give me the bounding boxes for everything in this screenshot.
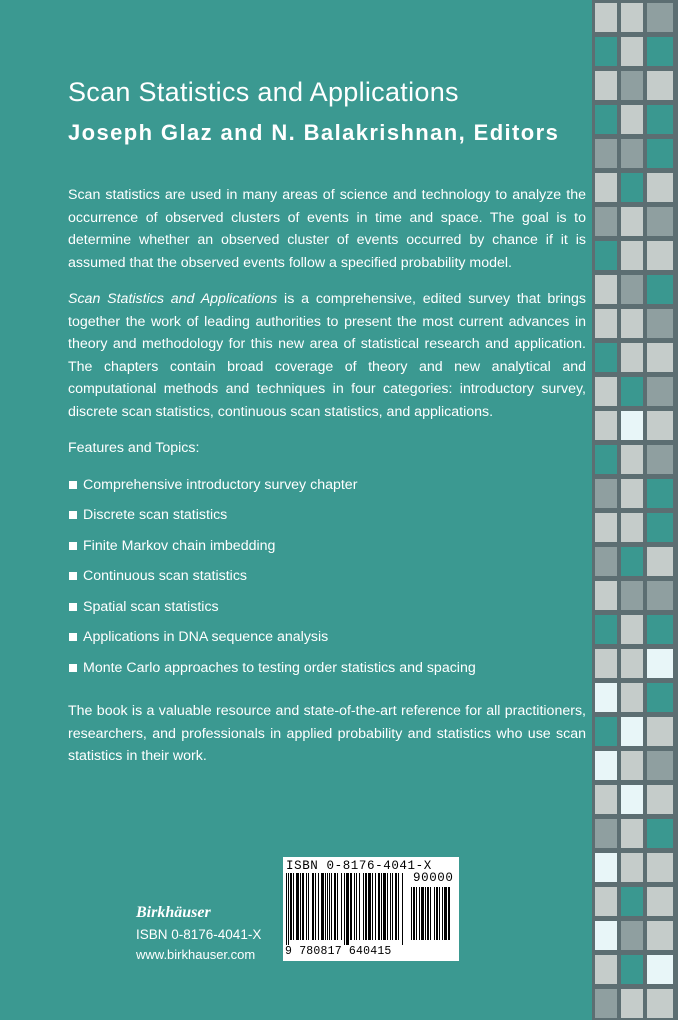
description-paragraph-2 xyxy=(68,288,586,423)
decorative-tile xyxy=(647,309,673,338)
decorative-tile xyxy=(595,853,617,882)
feature-item xyxy=(68,504,586,535)
barcode-bar xyxy=(350,873,352,940)
feature-item xyxy=(68,626,586,657)
isbn-barcode xyxy=(283,857,459,961)
barcode-bar xyxy=(312,873,314,940)
barcode-bar xyxy=(427,887,429,940)
square-bullet-icon xyxy=(69,633,77,641)
barcode-bar xyxy=(398,873,399,940)
barcode-bar xyxy=(375,873,376,940)
decorative-tile xyxy=(621,207,643,236)
publisher-isbn: ISBN 0-8176-4041-X xyxy=(136,927,262,942)
decorative-tile xyxy=(621,241,643,270)
decorative-tile xyxy=(621,309,643,338)
decorative-tile xyxy=(595,683,617,712)
decorative-tile xyxy=(621,751,643,780)
decorative-tile xyxy=(595,377,617,406)
decorative-tile xyxy=(595,241,617,270)
decorative-tile xyxy=(647,921,673,950)
decorative-tile xyxy=(647,343,673,372)
barcode-bar xyxy=(439,887,440,940)
barcode-bar xyxy=(286,873,287,945)
book-title: Scan Statistics and Applications xyxy=(68,77,459,107)
features-heading: Features and Topics: xyxy=(68,440,200,456)
barcode-bar xyxy=(444,887,447,940)
decorative-tile xyxy=(621,377,643,406)
barcode-bar xyxy=(354,873,355,940)
decorative-tile xyxy=(647,71,673,100)
decorative-tile xyxy=(647,615,673,644)
features-list xyxy=(68,474,586,688)
barcode-isbn-line: ISBN 0-8176-4041-X xyxy=(286,859,432,873)
decorative-tile xyxy=(647,513,673,542)
decorative-tile xyxy=(647,173,673,202)
decorative-tile xyxy=(595,921,617,950)
barcode-bar xyxy=(308,873,309,940)
decorative-tile xyxy=(621,887,643,916)
feature-label: Comprehensive introductory survey chapter xyxy=(83,476,358,493)
decorative-tile xyxy=(595,649,617,678)
barcode-bar xyxy=(395,873,397,940)
decorative-tile xyxy=(595,105,617,134)
decorative-tile xyxy=(621,683,643,712)
barcode-bar xyxy=(390,873,391,940)
decorative-tile xyxy=(595,955,617,984)
barcode-bar xyxy=(378,873,380,940)
decorative-tile xyxy=(595,717,617,746)
feature-item xyxy=(68,474,586,505)
decorative-tile xyxy=(595,71,617,100)
barcode-bar xyxy=(434,887,435,940)
barcode-bar xyxy=(306,873,307,940)
decorative-tile xyxy=(621,547,643,576)
decorative-tile xyxy=(647,989,673,1018)
decorative-tile xyxy=(621,479,643,508)
decorative-tile xyxy=(621,445,643,474)
publisher-url: www.birkhauser.com xyxy=(136,947,256,962)
square-bullet-icon xyxy=(69,603,77,611)
decorative-tile xyxy=(595,479,617,508)
decorative-tile xyxy=(621,3,643,32)
barcode-bar xyxy=(392,873,393,940)
decorative-tile xyxy=(647,717,673,746)
barcode-bar xyxy=(318,873,319,940)
barcode-bar xyxy=(359,873,360,940)
decorative-tile xyxy=(595,309,617,338)
decorative-tile xyxy=(647,37,673,66)
square-bullet-icon xyxy=(69,511,77,519)
barcode-bar xyxy=(300,873,301,940)
decorative-tile xyxy=(647,683,673,712)
decorative-tile xyxy=(647,547,673,576)
decorative-tile xyxy=(647,275,673,304)
decorative-tile xyxy=(621,37,643,66)
decorative-tile xyxy=(647,479,673,508)
decorative-tile xyxy=(595,411,617,440)
decorative-tile xyxy=(647,207,673,236)
barcode-bar xyxy=(413,887,415,940)
decorative-tile xyxy=(595,513,617,542)
square-bullet-icon xyxy=(69,664,77,672)
decorative-tile xyxy=(621,649,643,678)
barcode-bar xyxy=(381,873,382,940)
description-paragraph-2-text: is a comprehensive, edited survey that brings together the work of leading authorities to present the most current advances in theory and methodology for this new area of statistical research and application. The chapters contain broad coverage of theory and new analytical and computational methods and techniques in four categories: introductory survey, discrete scan statistics, continuous scan statistics, and applications. xyxy=(68,291,586,420)
feature-item xyxy=(68,596,586,627)
decorative-tile xyxy=(621,819,643,848)
square-bullet-icon xyxy=(69,481,77,489)
feature-label: Discrete scan statistics xyxy=(83,507,228,523)
barcode-bar xyxy=(436,887,438,940)
barcode-bar xyxy=(341,873,342,940)
decorative-tile xyxy=(595,785,617,814)
decorative-tile xyxy=(595,989,617,1018)
feature-item xyxy=(68,565,586,596)
decorative-tile xyxy=(621,105,643,134)
decorative-tile xyxy=(647,3,673,32)
decorative-tile xyxy=(621,275,643,304)
decorative-tile xyxy=(647,819,673,848)
title-reference: Scan Statistics and Applications xyxy=(68,291,278,307)
decorative-tile xyxy=(647,955,673,984)
decorative-tile xyxy=(595,343,617,372)
barcode-bar xyxy=(337,873,338,940)
barcode-bar xyxy=(296,873,299,940)
barcode-bar xyxy=(419,887,420,940)
decorative-tile xyxy=(621,955,643,984)
barcode-bar xyxy=(315,873,316,940)
barcode-bar xyxy=(363,873,364,940)
barcode-bar xyxy=(425,887,426,940)
feature-label: Applications in DNA sequence analysis xyxy=(83,629,329,645)
barcode-bar xyxy=(448,887,450,940)
barcode-bar xyxy=(372,873,373,940)
decorative-tile-column xyxy=(592,0,678,1020)
feature-label: Finite Markov chain imbedding xyxy=(83,537,276,554)
decorative-tile xyxy=(621,989,643,1018)
barcode-price-code: 90000 xyxy=(413,871,454,885)
barcode-bar xyxy=(293,873,294,940)
decorative-tile xyxy=(595,445,617,474)
decorative-tile xyxy=(647,139,673,168)
decorative-tile xyxy=(647,377,673,406)
decorative-tile xyxy=(595,819,617,848)
square-bullet-icon xyxy=(69,542,77,550)
feature-label: Monte Carlo approaches to testing order statistics and spacing xyxy=(83,659,476,676)
decorative-tile xyxy=(621,139,643,168)
barcode-bar xyxy=(365,873,367,940)
book-editors: Joseph Glaz and N. Balakrishnan, Editors xyxy=(68,120,560,145)
barcode-bars-addon xyxy=(411,887,455,945)
decorative-tile xyxy=(621,343,643,372)
decorative-tile xyxy=(621,615,643,644)
decorative-tile xyxy=(621,921,643,950)
decorative-tile xyxy=(621,71,643,100)
decorative-tile xyxy=(595,887,617,916)
decorative-tile xyxy=(647,887,673,916)
barcode-bars-main xyxy=(286,873,404,945)
barcode-digits: 9 780817 640415 xyxy=(285,945,392,958)
decorative-tile xyxy=(647,445,673,474)
decorative-tile xyxy=(595,275,617,304)
barcode-bar xyxy=(325,873,326,940)
barcode-bar xyxy=(402,873,403,945)
barcode-bar xyxy=(288,873,289,945)
barcode-bar xyxy=(356,873,357,940)
decorative-tile xyxy=(621,853,643,882)
decorative-tile xyxy=(647,649,673,678)
decorative-tile xyxy=(595,547,617,576)
barcode-bar xyxy=(421,887,424,940)
description-block xyxy=(68,184,586,782)
decorative-tile xyxy=(647,853,673,882)
decorative-tile xyxy=(595,581,617,610)
decorative-tile xyxy=(621,513,643,542)
decorative-tile xyxy=(621,785,643,814)
barcode-bar xyxy=(331,873,332,940)
barcode-bar xyxy=(416,887,417,940)
square-bullet-icon xyxy=(69,572,77,580)
decorative-tile xyxy=(621,581,643,610)
decorative-tile xyxy=(595,207,617,236)
barcode-bar xyxy=(327,873,328,940)
feature-item xyxy=(68,657,586,688)
barcode-bar xyxy=(329,873,330,940)
decorative-tile xyxy=(647,241,673,270)
feature-label: Continuous scan statistics xyxy=(83,568,248,584)
decorative-tile xyxy=(595,751,617,780)
decorative-tile xyxy=(647,751,673,780)
feature-label: Spatial scan statistics xyxy=(83,598,219,615)
barcode-bar xyxy=(383,873,386,940)
decorative-tile xyxy=(621,717,643,746)
decorative-tile xyxy=(595,3,617,32)
decorative-tile xyxy=(647,105,673,134)
decorative-tile xyxy=(595,139,617,168)
decorative-tile xyxy=(595,615,617,644)
barcode-bar xyxy=(430,887,431,940)
feature-item xyxy=(68,535,586,566)
decorative-tile xyxy=(647,785,673,814)
decorative-tile xyxy=(621,173,643,202)
barcode-bar xyxy=(344,873,345,945)
decorative-tile xyxy=(621,411,643,440)
closing-paragraph: The book is a valuable resource and state-of-the-art reference for all practitioners, researchers, and professionals in applied probability and statistics who use scan statistics in their work. xyxy=(68,703,586,764)
decorative-tile xyxy=(647,581,673,610)
barcode-bar xyxy=(368,873,371,940)
barcode-bar xyxy=(334,873,336,940)
barcode-bar xyxy=(411,887,412,940)
description-paragraph-1: Scan statistics are used in many areas of science and technology to analyze the occurrence of observed clusters of events in time and space. The goal is to determine whether an observed cluster of events occurred by chance if it is assumed that the observed events follow a specified probability model. xyxy=(68,187,586,271)
decorative-tile xyxy=(647,411,673,440)
barcode-bar xyxy=(321,873,324,940)
decorative-tile xyxy=(595,173,617,202)
barcode-bar xyxy=(302,873,304,940)
publisher-name: Birkhäuser xyxy=(136,904,211,921)
barcode-bar xyxy=(346,873,349,945)
decorative-tile xyxy=(595,37,617,66)
barcode-bar xyxy=(387,873,388,940)
barcode-bar xyxy=(290,873,292,940)
barcode-bar xyxy=(442,887,443,940)
